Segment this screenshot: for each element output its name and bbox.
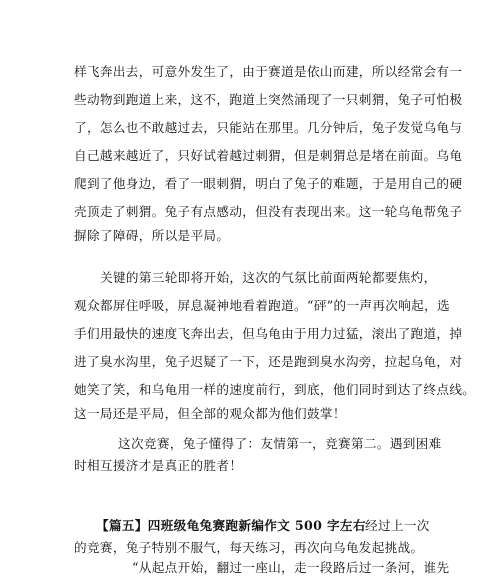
paragraph-line: 经过上一次 xyxy=(365,518,430,533)
paragraph-line: 壳顶走了刺猬。兔子有点感动，但没有表现出来。这一轮乌龟帮兔子 xyxy=(74,204,463,219)
section-heading: 【篇五】四班级龟兔赛跑新编作文 500 字左右 xyxy=(96,518,366,533)
paragraph-line: 这一局还是平局，但全部的观众都为他们鼓掌！ xyxy=(74,406,346,421)
paragraph-line: 观众都屏住呼吸，屏息凝神地看着跑道。“砰”的一声再次响起，选 xyxy=(74,298,451,313)
paragraph-line: 了，怎么也不敢越过去，只能站在那里。几分钟后，兔子发觉乌龟与 xyxy=(74,120,463,135)
paragraph-line: 关键的第三轮即将开始，这次的气氛比前面两轮都要焦灼， xyxy=(100,270,437,285)
paragraph-line: 进了臭水沟里，兔子迟疑了一下，还是跑到臭水沟旁，拉起乌龟，对 xyxy=(74,354,463,369)
paragraph-line: 自己越来越近了，只好试着越过刺猬，但是刺猬总是堵在前面。乌龟 xyxy=(74,148,463,163)
paragraph-line: 时相互援济才是真正的胜者！ xyxy=(74,458,243,473)
paragraph-line: 样飞奔出去，可意外发生了，由于赛道是依山而建，所以经常会有一 xyxy=(74,64,463,79)
paragraph-line: 的竞赛，兔子特别不服气，每天练习，再次向乌龟发起挑战。 xyxy=(74,540,424,555)
paragraph-line: 摒除了障碍，所以是平局。 xyxy=(74,228,230,243)
paragraph-line: 些动物到跑道上来，这不，跑道上突然涌现了一只刺猬，兔子可怕极 xyxy=(74,92,463,107)
paragraph-line: 她笑了笑，和乌龟用一样的速度前行，到底，他们同时到达了终点线。 xyxy=(74,382,476,397)
paragraph-line: 手们用最快的速度飞奔出去，但乌龟由于用力过猛，滚出了跑道，掉 xyxy=(74,326,463,341)
paragraph-line: 爬到了他身边，看了一眼刺猬，明白了兔子的难题，于是用自己的硬 xyxy=(74,176,463,191)
paragraph-line: 这次竞赛，兔子懂得了：友情第一，竞赛第二。遇到困难 xyxy=(118,436,442,451)
paragraph-line: “从起点开始，翻过一座山，走一段路后过一条河，谁先 xyxy=(132,560,450,575)
